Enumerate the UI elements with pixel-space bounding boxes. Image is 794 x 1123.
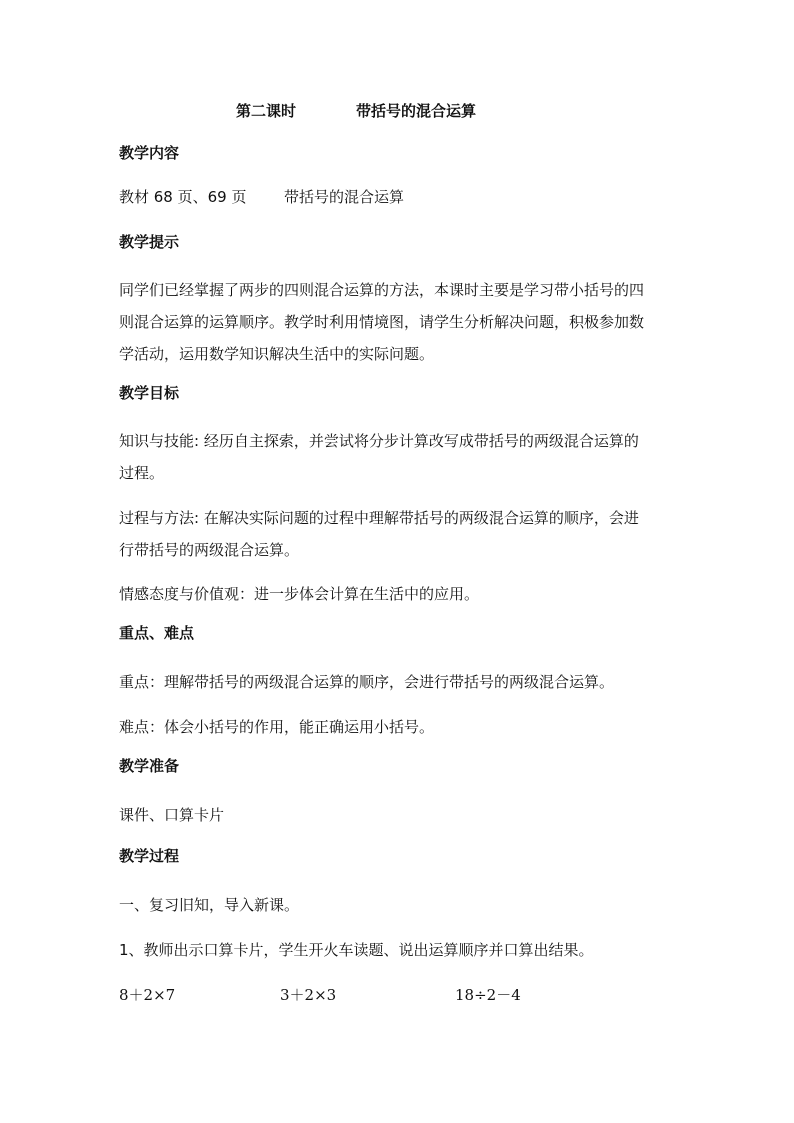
key-difficult-heading: 重点、难点 <box>119 624 195 642</box>
hint-paragraph-line-1: 同学们已经掌握了两步的四则混合运算的方法，本课时主要是学习带小括号的四 <box>119 281 645 299</box>
content-topic: 带括号的混合运算 <box>284 188 405 206</box>
lesson-number: 第二课时 <box>236 102 297 120</box>
process-heading: 教学过程 <box>119 847 180 865</box>
goal-process-line-2: 行带括号的两级混合运算。 <box>119 541 300 559</box>
hint-paragraph-line-2: 则混合运算的运算顺序。教学时利用情境图，请学生分析解决问题，积极参加数 <box>119 313 645 331</box>
key-point: 重点：理解带括号的两级混合运算的顺序，会进行带括号的两级混合运算。 <box>119 673 615 691</box>
preparation-heading: 教学准备 <box>119 757 180 775</box>
hint-paragraph-line-3: 学活动，运用数学知识解决生活中的实际问题。 <box>119 345 435 363</box>
process-item-1: 1、教师出示口算卡片，学生开火车读题、说出运算顺序并口算出结果。 <box>119 941 594 959</box>
hint-heading: 教学提示 <box>119 233 180 251</box>
lesson-topic-title: 带括号的混合运算 <box>356 102 477 120</box>
content-pages: 教材 68 页、69 页 <box>119 188 247 206</box>
goal-knowledge-line-2: 过程。 <box>119 464 165 482</box>
preparation-items: 课件、口算卡片 <box>119 806 225 824</box>
goal-heading: 教学目标 <box>119 384 180 402</box>
expression-1: 8＋2×7 <box>119 986 176 1004</box>
difficult-point: 难点：体会小括号的作用，能正确运用小括号。 <box>119 718 435 736</box>
expression-3: 18÷2－4 <box>455 986 521 1004</box>
goal-process-line-1: 过程与方法: 在解决实际问题的过程中理解带括号的两级混合运算的顺序，会进 <box>119 509 639 527</box>
goal-attitude: 情感态度与价值观：进一步体会计算在生活中的应用。 <box>119 585 480 603</box>
goal-knowledge-line-1: 知识与技能: 经历自主探索，并尝试将分步计算改写成带括号的两级混合运算的 <box>119 432 639 450</box>
expression-2: 3＋2×3 <box>280 986 337 1004</box>
process-step-1: 一、复习旧知，导入新课。 <box>119 896 300 914</box>
content-heading: 教学内容 <box>119 144 180 162</box>
